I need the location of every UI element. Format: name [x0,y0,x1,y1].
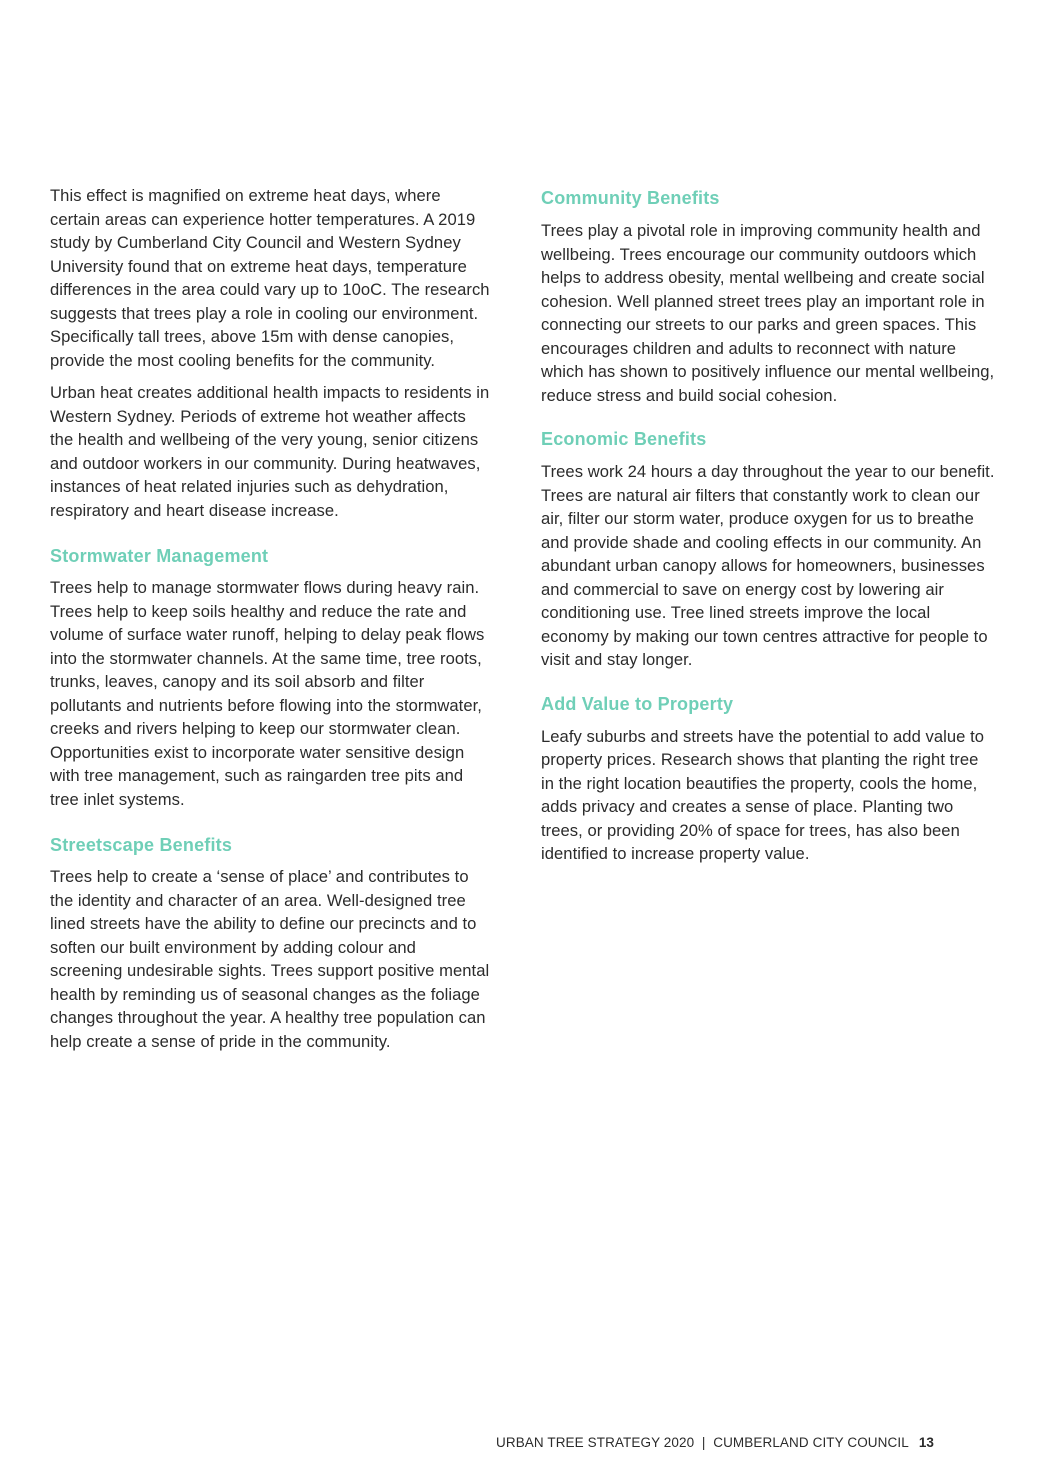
economic-section [541,427,996,672]
left-column [50,184,490,1062]
page-number: 13 [918,1435,935,1450]
economic-paragraph: Trees work 24 hours a day throughout the year to our benefit. Trees are natural air filters that constantly work to clean our air, filter our storm water, produce oxygen for us to breathe and provide shade and cooling effects in our community. An abundant urban canopy allows for homeowners, businesses and commercial to save on energy cost by lowering air conditioning use. Tree lined streets improve the local economy by making our town centres attractive for people to visit and stay longer. [541,462,995,669]
community-paragraph: Trees play a pivotal role in improving community health and wellbeing. Trees encourage our community outdoors which helps to address obesity, mental wellbeing and create social cohesion. Well planned street trees play an important role in connecting our streets to our parks and green spaces. This encourages children and adults to reconnect with nature which has shown to positively influence our mental wellbeing, reduce stress and build social cohesion. [541,221,995,405]
right-column [541,184,996,875]
property-paragraph: Leafy suburbs and streets have the potential to add value to property prices. Research shows that planting the right tree in the right location beautifies the property, cools the home, adds privacy and creates a sense of place. Planting two trees, or providing 20% of space for trees, has also been identified to increase property value. [541,726,985,863]
property-heading: Add Value to Property [541,693,734,714]
footer-title: URBAN TREE STRATEGY 2020 | CUMBERLAND CITY COUNCIL [496,1435,909,1450]
property-section [541,692,996,866]
economic-heading: Economic Benefits [541,429,707,449]
community-heading: Community Benefits [541,188,720,208]
heat-days-paragraph: This effect is magnified on extreme heat days, where certain areas can experience hotter temperatures. A 2019 study by Cumberland City Council and Western Sydney University found that on extreme heat days, temperature differences in the area could vary up to 10oC. The research suggests that trees play a role in cooling our environment. Specifically tall trees, above 15m with dense canopies, provide the most cooling benefits for the community. [50,186,490,370]
stormwater-section [50,544,490,811]
stormwater-heading: Stormwater Management [50,546,269,566]
community-section [541,186,996,407]
streetscape-section [50,833,490,1053]
stormwater-paragraph: Trees help to manage stormwater flows during heavy rain. Trees help to keep soils healthy and reduce the rate and volume of surface water runoff, helping to delay peak flows into the stormwater channels. At the same time, tree roots, trunks, leaves, canopy and its soil absorb and filter pollutants and nutrients before flowing into the stormwater, creeks and rivers helping to keep our stormwater clean. Opportunities exist to incorporate water sensitive design with tree management, such as raingarden tree pits and tree inlet systems. [50,578,485,809]
page-footer [496,1435,934,1450]
urban-heat-paragraph: Urban heat creates additional health impacts to residents in Western Sydney. Periods of extreme hot weather affects the health and wellbeing of the very young, senior citizens and outdoor workers in our community. During heatwaves, instances of heat related injuries such as dehydration, respiratory and heart disease increase. [50,383,490,520]
streetscape-paragraph: Trees help to create a ‘sense of place’ and contributes to the identity and character of an area. Well-designed tree lined streets have the ability to define our precincts and to soften our built environment by adding colour and screening undesirable sights. Trees support positive mental health by reminding us of seasonal changes as the foliage changes throughout the year. A healthy tree population can help create a sense of pride in the community. [50,867,490,1051]
urban-heat-section [50,184,490,522]
streetscape-heading: Streetscape Benefits [50,835,233,855]
